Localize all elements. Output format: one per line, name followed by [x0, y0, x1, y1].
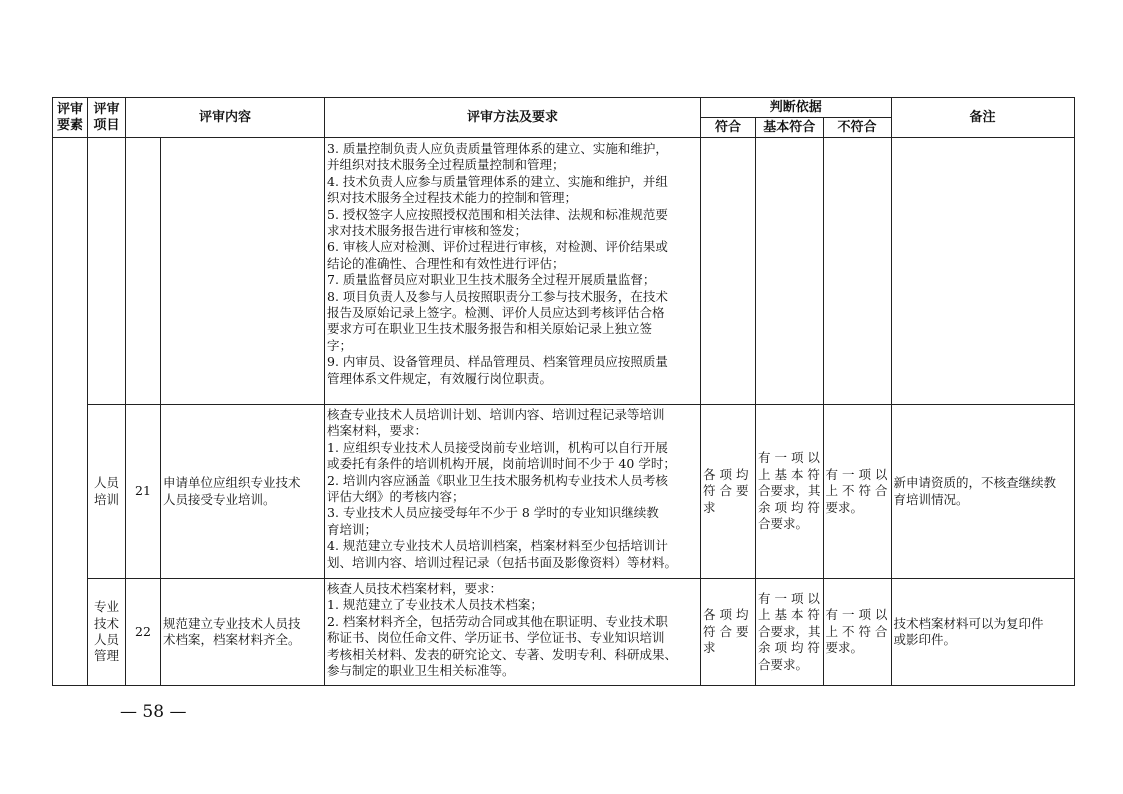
nonconform-cell-22: 有 一 项 以 上 不 符 合 要求。	[823, 579, 891, 686]
number-cell-21: 21	[126, 405, 161, 579]
item-cell-technical-staff-management: 专业 技术 人员 管理	[88, 579, 126, 686]
nonconform-cell-continued	[823, 138, 891, 405]
element-cell-blank	[53, 138, 88, 686]
item-cell-continued	[88, 138, 126, 405]
header-review-method: 评审方法及要求	[325, 98, 701, 138]
page-number: — 58 —	[120, 702, 187, 722]
header-review-element: 评审要素	[53, 98, 88, 138]
method-cell-21: 核查专业技术人员培训计划、培训内容、培训过程记录等培训 档案材料，要求： 1. 应组织专业技术人员接受岗前专业培训，机构可以自行开展 或委托有条件的培训机构开展，岗前培训时间不少于 40 学时； 2. 培训内容应涵盖《职业卫生技术服务机构专业技术人员考核 评估大纲》的考核内容； 3. 专业技术人员应接受每年不少于 8 学时的专业知识继续教 育培训； 4. 规范建立专业技术人员培训档案，档案材料至少包括培训计 划、培训内容、培训过程记录（包括书面及影像资料）等材料。	[325, 405, 701, 579]
header-basic-conform: 基本符合	[756, 118, 824, 138]
conform-cell-21: 各 项 均 符 合 要 求	[701, 405, 756, 579]
number-cell-continued	[126, 138, 161, 405]
method-cell-continued: 3. 质量控制负责人应负责质量管理体系的建立、实施和维护， 并组织对技术服务全过程质量控制和管理； 4. 技术负责人应参与质量管理体系的建立、实施和维护，并组 织对技术服务全过程技术能力的控制和管理； 5. 授权签字人应按照授权范围和相关法律、法规和标准规范要 求对技术服务报告进行审核和签发； 6. 审核人应对检测、评价过程进行审核，对检测、评价结果或 结论的准确性、合理性和有效性进行评估； 7. 质量监督员应对职业卫生技术服务全过程开展质量监督； 8. 项目负责人及参与人员按照职责分工参与技术服务，在技术 报告及原始记录上签字。检测、评价人员应达到考核评估合格 要求方可在职业卫生技术服务报告和相关原始记录上独立签 字； 9. 内审员、设备管理员、样品管理员、档案管理员应按照质量 管理体系文件规定，有效履行岗位职责。	[325, 138, 701, 405]
basic-conform-cell-continued	[756, 138, 824, 405]
basic-conform-cell-21: 有 一 项 以 上 基 本 符 合要求，其 余 项 均 符 合要求。	[756, 405, 824, 579]
header-conform: 符合	[701, 118, 756, 138]
conform-cell-22: 各 项 均 符 合 要 求	[701, 579, 756, 686]
basic-conform-cell-22: 有 一 项 以 上 基 本 符 合要求，其 余 项 均 符 合要求。	[756, 579, 824, 686]
header-review-item: 评审项目	[88, 98, 126, 138]
nonconform-cell-21: 有 一 项 以 上 不 符 合 要求。	[823, 405, 891, 579]
header-nonconform: 不符合	[823, 118, 891, 138]
header-review-content: 评审内容	[126, 98, 325, 138]
content-cell-21: 申请单位应组织专业技术 人员接受专业培训。	[161, 405, 325, 579]
header-judgment-basis: 判断依据	[701, 98, 892, 118]
content-cell-continued	[161, 138, 325, 405]
conform-cell-continued	[701, 138, 756, 405]
content-cell-22: 规范建立专业技术人员技 术档案，档案材料齐全。	[161, 579, 325, 686]
item-cell-staff-training: 人员 培训	[88, 405, 126, 579]
header-remarks: 备注	[891, 98, 1074, 138]
remarks-cell-continued	[891, 138, 1074, 405]
review-standards-table	[52, 97, 1075, 686]
method-cell-22: 核查人员技术档案材料，要求： 1. 规范建立了专业技术人员技术档案； 2. 档案材料齐全，包括劳动合同或其他在职证明、专业技术职 称证书、岗位任命文件、学历证书、学位证书、专业知识培训 考核相关材料、发表的研究论文、专著、发明专利、科研成果、 参与制定的职业卫生相关标准等。	[325, 579, 701, 686]
remarks-cell-22: 技术档案材料可以为复印件 或影印件。	[891, 579, 1074, 686]
number-cell-22: 22	[126, 579, 161, 686]
remarks-cell-21: 新申请资质的，不核查继续教 育培训情况。	[891, 405, 1074, 579]
